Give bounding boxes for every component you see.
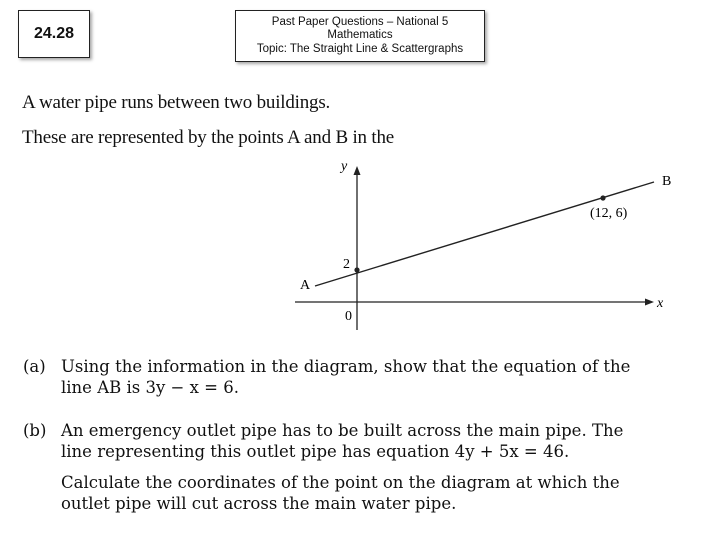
part-a-line-2: line AB is 3y − x = 6. — [61, 378, 239, 397]
origin-label: 0 — [345, 309, 352, 324]
part-a-line-1: Using the information in the diagram, show that the equation of the — [61, 357, 631, 376]
point-b-dot — [600, 195, 605, 200]
y-intercept-point — [354, 267, 359, 272]
part-b-instruction-text — [61, 472, 620, 514]
pipe-diagram — [285, 150, 685, 335]
header-title-line-1: Past Paper Questions – National 5 — [271, 15, 449, 28]
header-title-line-3: Topic: The Straight Line & Scattergraphs — [256, 42, 464, 55]
intro-line-2: These are represented by the points A and B in the — [22, 127, 395, 148]
point-b-coords: (12, 6) — [590, 206, 628, 221]
part-b-line-3: Calculate the coordinates of the point on the diagram at which the — [61, 473, 620, 492]
part-a-text — [61, 356, 630, 398]
x-axis-arrow — [645, 299, 654, 306]
intro-line-1: A water pipe runs between two buildings. — [22, 92, 331, 113]
y-axis-arrow — [354, 166, 361, 175]
header-title-line-2: Mathematics — [327, 29, 393, 42]
intercept-label: 2 — [343, 257, 350, 272]
question-number-box — [18, 10, 90, 58]
header-title-box — [235, 10, 485, 62]
point-a-label: A — [300, 278, 311, 293]
point-b-label: B — [662, 174, 672, 189]
x-axis-label: x — [657, 296, 664, 311]
part-b-line-1: An emergency outlet pipe has to be built across the main pipe. The — [61, 421, 624, 440]
part-b-line-2: line representing this outlet pipe has equation 4y + 5x = 46. — [61, 442, 570, 461]
y-axis-label: y — [341, 159, 348, 174]
question-number: 24.28 — [33, 25, 75, 42]
part-a-label: (a) — [23, 357, 46, 376]
part-b-line-4: outlet pipe will cut across the main water pipe. — [61, 494, 457, 513]
part-b-text — [61, 420, 623, 462]
part-b-label: (b) — [23, 421, 47, 440]
